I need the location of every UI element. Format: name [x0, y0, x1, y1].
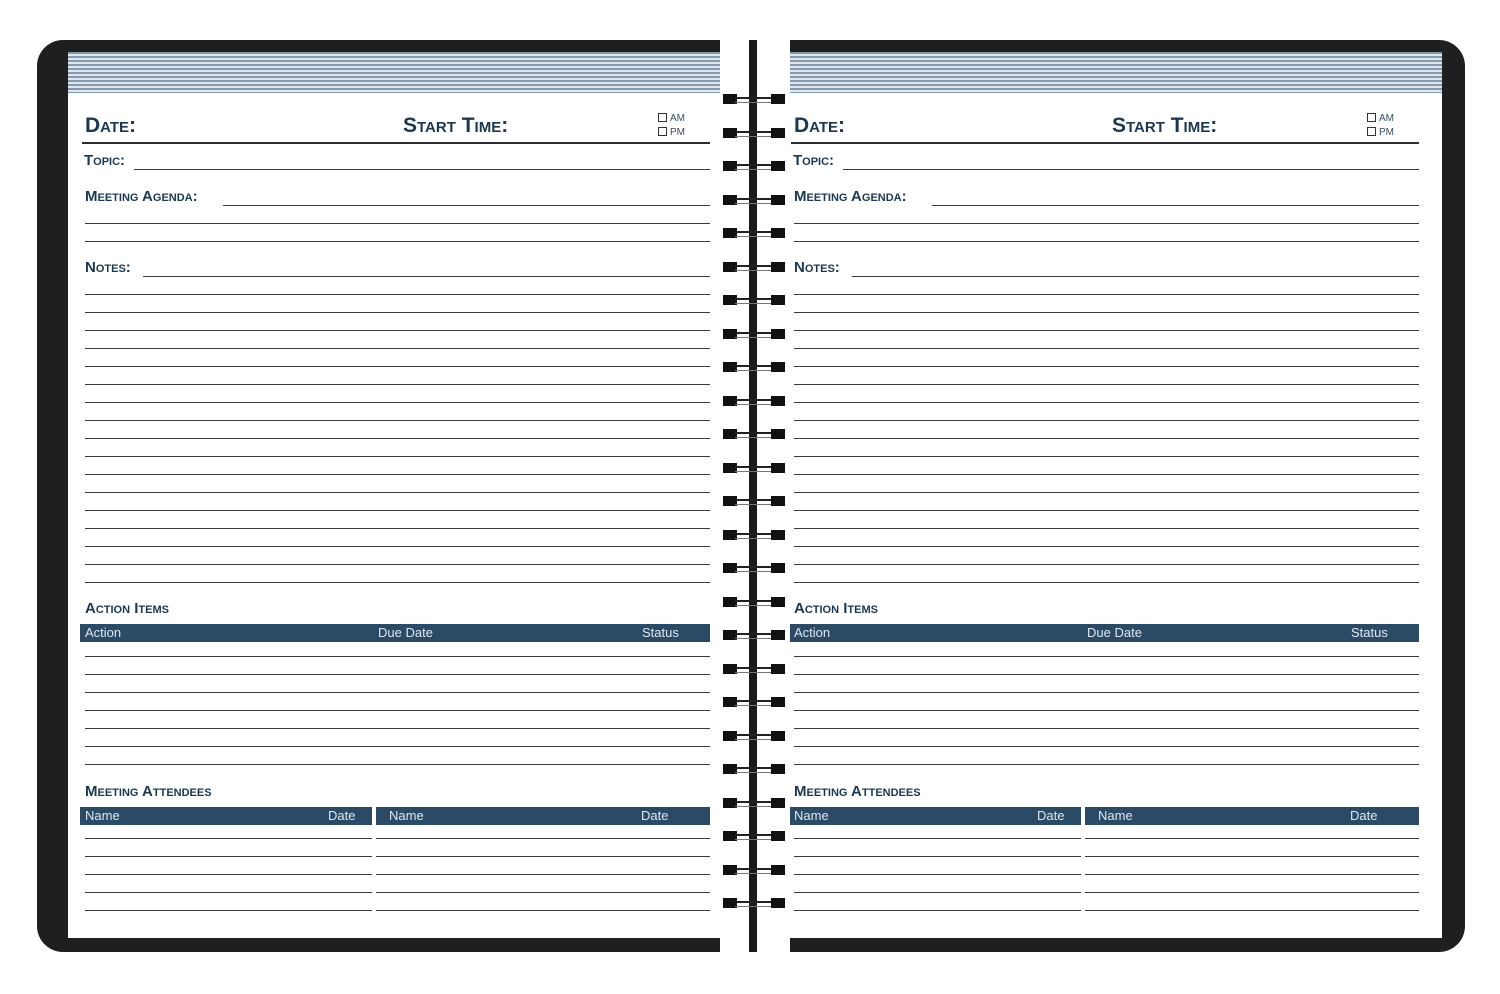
writing-line[interactable] [794, 510, 1419, 511]
spiral-coil [723, 864, 785, 876]
writing-line[interactable] [1085, 892, 1419, 893]
action-column-header: Action [85, 625, 122, 640]
attendees-header-right [1085, 807, 1419, 825]
date-column-header: Date [328, 808, 356, 823]
writing-line[interactable] [794, 910, 1081, 911]
due-date-column-header: Due Date [1087, 625, 1142, 640]
writing-line[interactable] [85, 402, 710, 403]
writing-line[interactable] [85, 438, 710, 439]
notes-label: Notes: [85, 259, 131, 276]
writing-line[interactable] [85, 492, 710, 493]
writing-line[interactable] [85, 746, 710, 747]
am-label: AM [670, 113, 685, 124]
pm-label: PM [670, 127, 685, 138]
writing-line[interactable] [85, 330, 710, 331]
writing-line[interactable] [376, 892, 710, 893]
name-column-header: Name [85, 808, 120, 823]
spiral-coil [723, 395, 785, 407]
agenda-line[interactable] [794, 241, 1419, 242]
writing-line[interactable] [794, 764, 1419, 765]
writing-line[interactable] [85, 710, 710, 711]
writing-line[interactable] [1085, 838, 1419, 839]
notes-line[interactable] [143, 276, 710, 277]
writing-line[interactable] [85, 874, 372, 875]
writing-line[interactable] [85, 384, 710, 385]
spiral-coil [723, 428, 785, 440]
spiral-coil [723, 495, 785, 507]
writing-line[interactable] [794, 874, 1081, 875]
spiral-coil [723, 596, 785, 608]
writing-line[interactable] [794, 402, 1419, 403]
writing-line[interactable] [85, 910, 372, 911]
agenda-line[interactable] [85, 223, 710, 224]
spiral-coil [723, 294, 785, 306]
spiral-coil [723, 730, 785, 742]
attendees-header-right [376, 807, 710, 825]
writing-line[interactable] [85, 656, 710, 657]
spiral-coil [723, 763, 785, 775]
writing-line[interactable] [85, 348, 710, 349]
agenda-line[interactable] [794, 223, 1419, 224]
writing-line[interactable] [794, 330, 1419, 331]
date-column-header: Date [1350, 808, 1378, 823]
status-column-header: Status [642, 625, 679, 640]
writing-line[interactable] [794, 838, 1081, 839]
notes-label: Notes: [794, 259, 840, 276]
writing-line[interactable] [85, 420, 710, 421]
spiral-coil [723, 261, 785, 273]
topic-line[interactable] [843, 169, 1419, 170]
agenda-line[interactable] [223, 205, 710, 206]
writing-line[interactable] [794, 492, 1419, 493]
right-page [756, 52, 1442, 938]
status-column-header: Status [1351, 625, 1388, 640]
writing-line[interactable] [794, 746, 1419, 747]
pm-label: PM [1379, 127, 1394, 138]
notes-line[interactable] [852, 276, 1419, 277]
writing-line[interactable] [794, 710, 1419, 711]
writing-line[interactable] [1085, 856, 1419, 857]
header-rule [791, 142, 1419, 144]
writing-line[interactable] [794, 692, 1419, 693]
attendees-header-left [80, 807, 372, 825]
action-items-title: Action Items [794, 600, 878, 617]
writing-line[interactable] [794, 438, 1419, 439]
writing-line[interactable] [794, 656, 1419, 657]
spiral-coil [723, 361, 785, 373]
writing-line[interactable] [794, 528, 1419, 529]
writing-line[interactable] [85, 564, 710, 565]
writing-line[interactable] [794, 892, 1081, 893]
topic-label: Topic: [793, 152, 835, 169]
writing-line[interactable] [794, 366, 1419, 367]
meeting-attendees-title: Meeting Attendees [794, 783, 921, 800]
spiral-coil [723, 93, 785, 105]
writing-line[interactable] [376, 910, 710, 911]
top-stripe [68, 52, 754, 93]
writing-line[interactable] [85, 474, 710, 475]
spiral-coil [723, 830, 785, 842]
writing-line[interactable] [794, 728, 1419, 729]
writing-line[interactable] [85, 856, 372, 857]
writing-line[interactable] [794, 474, 1419, 475]
spiral-coil [723, 328, 785, 340]
writing-line[interactable] [85, 674, 710, 675]
meeting-agenda-label: Meeting Agenda: [85, 188, 198, 205]
am-checkbox[interactable] [658, 113, 667, 122]
writing-line[interactable] [1085, 874, 1419, 875]
writing-line[interactable] [794, 564, 1419, 565]
writing-line[interactable] [1085, 910, 1419, 911]
pm-checkbox[interactable] [658, 127, 667, 136]
date-column-header: Date [641, 808, 669, 823]
writing-line[interactable] [376, 856, 710, 857]
am-checkbox[interactable] [1367, 113, 1376, 122]
am-label: AM [1379, 113, 1394, 124]
due-date-column-header: Due Date [378, 625, 433, 640]
writing-line[interactable] [794, 674, 1419, 675]
spiral-coil [723, 897, 785, 909]
writing-line[interactable] [794, 294, 1419, 295]
writing-line[interactable] [794, 546, 1419, 547]
writing-line[interactable] [794, 856, 1081, 857]
writing-line[interactable] [85, 728, 710, 729]
spiral-coil [723, 562, 785, 574]
writing-line[interactable] [85, 528, 710, 529]
writing-line[interactable] [85, 312, 710, 313]
meeting-attendees-title: Meeting Attendees [85, 783, 212, 800]
agenda-line[interactable] [85, 241, 710, 242]
action-column-header: Action [794, 625, 831, 640]
writing-line[interactable] [794, 312, 1419, 313]
spiral-coil [723, 160, 785, 172]
writing-line[interactable] [85, 838, 372, 839]
name-column-header: Name [389, 808, 424, 823]
writing-line[interactable] [794, 582, 1419, 583]
date-label: Date: [85, 114, 137, 137]
spiral-coil [723, 227, 785, 239]
writing-line[interactable] [85, 294, 710, 295]
attendees-header-left [789, 807, 1081, 825]
spiral-coil [723, 194, 785, 206]
date-label: Date: [794, 114, 846, 137]
writing-line[interactable] [376, 874, 710, 875]
action-items-header [789, 624, 1419, 642]
spiral-coil [723, 127, 785, 139]
header-rule [82, 142, 710, 144]
agenda-line[interactable] [932, 205, 1419, 206]
spiral-coil [723, 529, 785, 541]
writing-line[interactable] [85, 510, 710, 511]
writing-line[interactable] [794, 456, 1419, 457]
start-time-label: Start Time: [1112, 114, 1218, 137]
spiral-coil [723, 797, 785, 809]
action-items-header [80, 624, 710, 642]
spiral-coil [723, 663, 785, 675]
writing-line[interactable] [376, 838, 710, 839]
writing-line[interactable] [85, 582, 710, 583]
writing-line[interactable] [794, 420, 1419, 421]
meeting-agenda-label: Meeting Agenda: [794, 188, 907, 205]
name-column-header: Name [794, 808, 829, 823]
am-pm-options [658, 112, 685, 140]
name-column-header: Name [1098, 808, 1133, 823]
writing-line[interactable] [85, 546, 710, 547]
writing-line[interactable] [794, 384, 1419, 385]
topic-label: Topic: [84, 152, 126, 169]
spiral-coil [723, 629, 785, 641]
spiral-coil [723, 462, 785, 474]
writing-line[interactable] [85, 764, 710, 765]
pm-checkbox[interactable] [1367, 127, 1376, 136]
writing-line[interactable] [85, 892, 372, 893]
writing-line[interactable] [85, 366, 710, 367]
writing-line[interactable] [85, 692, 710, 693]
start-time-label: Start Time: [403, 114, 509, 137]
left-page [68, 52, 754, 938]
date-column-header: Date [1037, 808, 1065, 823]
topic-line[interactable] [134, 169, 710, 170]
spiral-coil [723, 696, 785, 708]
am-pm-options [1367, 112, 1394, 140]
action-items-title: Action Items [85, 600, 169, 617]
writing-line[interactable] [794, 348, 1419, 349]
top-stripe [756, 52, 1442, 93]
writing-line[interactable] [85, 456, 710, 457]
